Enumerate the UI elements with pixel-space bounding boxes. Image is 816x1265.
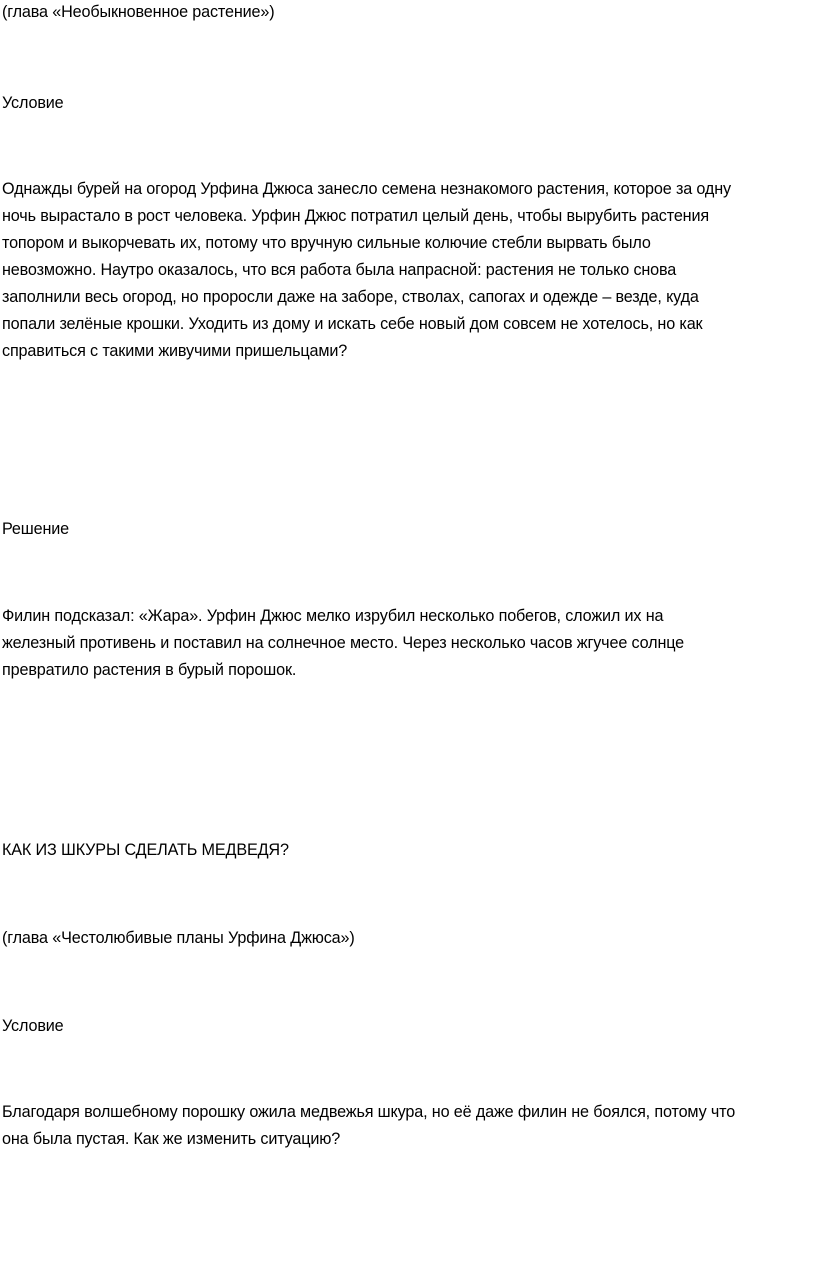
solution-text xyxy=(2,603,814,684)
condition-label-2: Условие xyxy=(2,1017,64,1035)
condition-line: ночь вырастало в рост человека. Урфин Джюс потратил целый день, чтобы вырубить растения xyxy=(2,207,709,225)
section-title-2: КАК ИЗ ШКУРЫ СДЕЛАТЬ МЕДВЕДЯ? xyxy=(2,841,289,859)
chapter-heading-2: (глава «Честолюбивые планы Урфина Джюса») xyxy=(2,929,355,947)
condition-line: она была пустая. Как же изменить ситуацию? xyxy=(2,1130,341,1148)
chapter-heading-1: (глава «Необыкновенное растение») xyxy=(2,3,275,21)
solution-line: превратило растения в бурый порошок. xyxy=(2,661,297,679)
condition-text-1 xyxy=(2,176,814,365)
condition-line: заполнили весь огород, но проросли даже на заборе, стволах, сапогах и одежде – везде, куда xyxy=(2,288,699,306)
solution-line: Филин подсказал: «Жара». Урфин Джюс мелко изрубил несколько побегов, сложил их на xyxy=(2,607,664,625)
condition-text-2 xyxy=(2,1099,814,1153)
condition-line: справиться с такими живучими пришельцами? xyxy=(2,342,348,360)
solution-label: Решение xyxy=(2,520,70,538)
condition-line: Благодаря волшебному порошку ожила медвежья шкура, но её даже филин не боялся, потому что xyxy=(2,1103,736,1121)
condition-line: Однажды бурей на огород Урфина Джюса занесло семена незнакомого растения, которое за одну xyxy=(2,180,731,198)
condition-line: топором и выкорчевать их, потому что вручную сильные колючие стебли вырвать было xyxy=(2,234,651,252)
condition-label-1: Условие xyxy=(2,94,64,112)
solution-line: железный противень и поставил на солнечное место. Через несколько часов жгучее солнце xyxy=(2,634,685,652)
condition-line: невозможно. Наутро оказалось, что вся работа была напрасной: растения не только снова xyxy=(2,261,677,279)
condition-line: попали зелёные крошки. Уходить из дому и искать себе новый дом совсем не хотелось, но как xyxy=(2,315,703,333)
